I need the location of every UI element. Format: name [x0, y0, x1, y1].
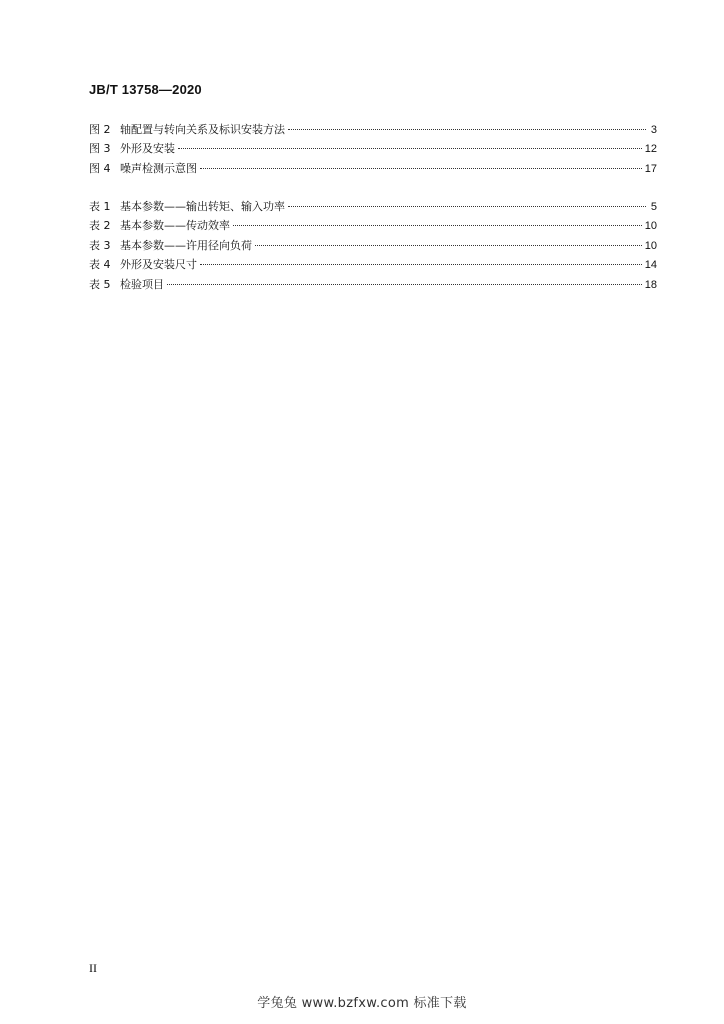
dot-leader — [288, 206, 646, 207]
table-label: 表 5 — [89, 277, 111, 291]
table-label: 表 4 — [89, 258, 111, 272]
dot-leader — [200, 168, 642, 169]
table-title: 外形及安装尺寸 — [120, 258, 197, 272]
figure-title: 外形及安装 — [120, 142, 175, 156]
figure-entry[interactable] — [89, 139, 657, 158]
dot-leader — [200, 264, 642, 265]
table-entry[interactable] — [89, 255, 657, 274]
table-label: 表 1 — [89, 200, 111, 213]
table-page: 14 — [644, 259, 657, 272]
table-list — [89, 197, 657, 294]
site-watermark: 学兔兔 www.bzfxw.com 标准下载 — [257, 996, 467, 1011]
table-title: 检验项目 — [120, 277, 164, 291]
figure-label: 图 2 — [89, 123, 111, 136]
table-entry[interactable] — [89, 197, 657, 216]
table-page: 18 — [644, 278, 657, 291]
dot-leader — [233, 225, 642, 226]
table-entry[interactable] — [89, 275, 657, 294]
table-title: 基本参数——传动效率 — [120, 219, 230, 233]
table-page: 10 — [644, 239, 657, 252]
table-page: 10 — [644, 220, 657, 233]
dot-leader — [255, 245, 642, 246]
table-entry[interactable] — [89, 216, 657, 235]
table-label: 表 3 — [89, 238, 111, 252]
page-number: II — [89, 961, 97, 975]
figure-entry[interactable] — [89, 159, 657, 178]
table-page: 5 — [650, 201, 657, 213]
figure-label: 图 4 — [89, 161, 111, 175]
table-label: 表 2 — [89, 219, 111, 233]
table-entry[interactable] — [89, 236, 657, 255]
table-title: 基本参数——输出转矩、输入功率 — [120, 200, 285, 213]
figure-label: 图 3 — [89, 142, 111, 156]
figure-page: 3 — [650, 124, 657, 136]
figure-title: 噪声检测示意图 — [120, 161, 197, 175]
dot-leader — [288, 129, 646, 130]
figure-page: 12 — [644, 143, 657, 156]
dot-leader — [178, 148, 642, 149]
table-title: 基本参数——许用径向负荷 — [120, 238, 252, 252]
dot-leader — [167, 284, 642, 285]
figure-title: 轴配置与转向关系及标识安装方法 — [120, 123, 285, 136]
figure-page: 17 — [644, 162, 657, 175]
figure-list — [89, 120, 657, 178]
standard-code: JB/T 13758—2020 — [89, 82, 202, 97]
figure-entry[interactable] — [89, 120, 657, 139]
